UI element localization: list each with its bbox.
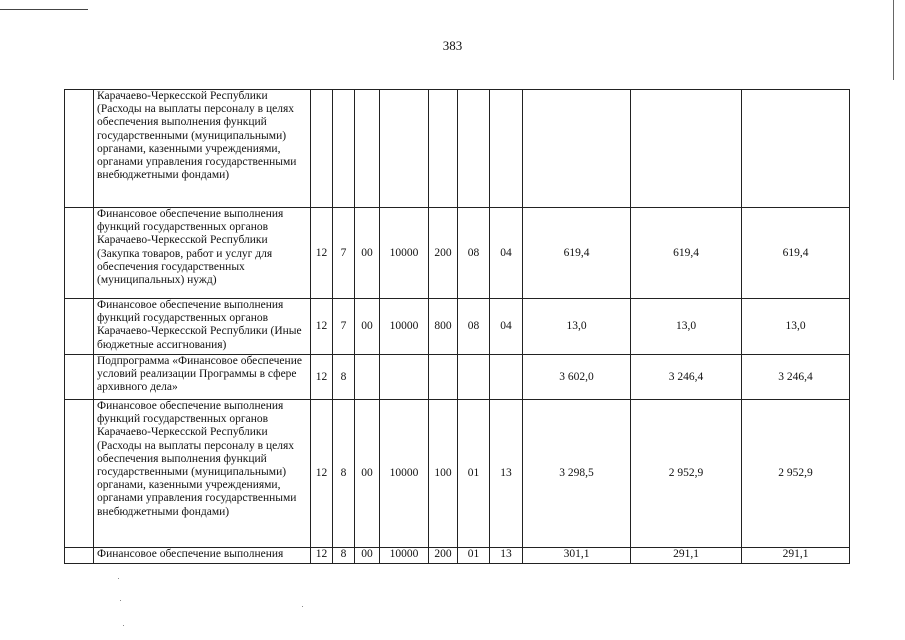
scan-speck bbox=[302, 606, 303, 607]
code-direction: 10000 bbox=[380, 548, 429, 564]
code-direction: 10000 bbox=[380, 299, 429, 355]
row-number-cell bbox=[65, 548, 94, 564]
code-subsection: 04 bbox=[490, 208, 523, 299]
amount-year-2: 2 952,9 bbox=[631, 400, 742, 548]
amount-year-3: 3 246,4 bbox=[742, 355, 850, 400]
row-description: Карачаево-Черкесской Республики (Расходы на выплаты персоналу в целях обеспечения выполнения функций государственными (муниципальными) органами, казенными учреждениями, органами управления государственными внебюджетными фондами) bbox=[94, 90, 311, 208]
amount-year-1: 3 298,5 bbox=[523, 400, 631, 548]
scan-speck bbox=[118, 578, 119, 579]
amount-year-3: 291,1 bbox=[742, 548, 850, 564]
code-expense-type: 100 bbox=[429, 400, 458, 548]
code-program: 7 bbox=[333, 208, 355, 299]
amount-year-2 bbox=[631, 90, 742, 208]
code-subprogram bbox=[355, 355, 380, 400]
code-ministry: 12 bbox=[311, 299, 333, 355]
amount-year-3 bbox=[742, 90, 850, 208]
row-description: Финансовое обеспечение выполнения функций государственных органов Карачаево-Черкесской Республики (Иные бюджетные ассигнования) bbox=[94, 299, 311, 355]
code-subsection bbox=[490, 90, 523, 208]
amount-year-2: 291,1 bbox=[631, 548, 742, 564]
scan-speck bbox=[123, 625, 124, 626]
code-subsection: 13 bbox=[490, 400, 523, 548]
amount-year-3: 2 952,9 bbox=[742, 400, 850, 548]
code-expense-type bbox=[429, 90, 458, 208]
amount-year-3: 13,0 bbox=[742, 299, 850, 355]
code-direction bbox=[380, 355, 429, 400]
code-direction: 10000 bbox=[380, 208, 429, 299]
amount-year-1 bbox=[523, 90, 631, 208]
row-number-cell bbox=[65, 355, 94, 400]
code-subprogram bbox=[355, 90, 380, 208]
code-expense-type: 200 bbox=[429, 548, 458, 564]
table-row bbox=[65, 90, 850, 208]
row-number-cell bbox=[65, 299, 94, 355]
code-program: 8 bbox=[333, 548, 355, 564]
code-subprogram: 00 bbox=[355, 208, 380, 299]
row-description: Финансовое обеспечение выполнения bbox=[94, 548, 311, 564]
code-subsection: 04 bbox=[490, 299, 523, 355]
amount-year-2: 13,0 bbox=[631, 299, 742, 355]
row-description: Финансовое обеспечение выполнения функций государственных органов Карачаево-Черкесской Республики (Расходы на выплаты персоналу в целях обеспечения выполнения функций государственными (муниципальными) органами, казенными учреждениями, органами управления государственными внебюджетными фондами) bbox=[94, 400, 311, 548]
amount-year-1: 301,1 bbox=[523, 548, 631, 564]
code-subprogram: 00 bbox=[355, 400, 380, 548]
code-program: 8 bbox=[333, 355, 355, 400]
code-direction bbox=[380, 90, 429, 208]
table-row bbox=[65, 299, 850, 355]
code-program: 8 bbox=[333, 400, 355, 548]
table-row bbox=[65, 208, 850, 299]
page-number: 383 bbox=[442, 38, 463, 53]
code-section: 08 bbox=[458, 299, 490, 355]
table-row bbox=[65, 355, 850, 400]
code-section bbox=[458, 355, 490, 400]
code-ministry: 12 bbox=[311, 400, 333, 548]
scan-edge-line bbox=[0, 9, 88, 10]
code-section: 01 bbox=[458, 548, 490, 564]
row-description: Финансовое обеспечение выполнения функций государственных органов Карачаево-Черкесской Республики (Закупка товаров, работ и услуг для обеспечения государственных (муниципальных) нужд) bbox=[94, 208, 311, 299]
code-ministry: 12 bbox=[311, 208, 333, 299]
scan-speck bbox=[120, 600, 121, 601]
code-ministry: 12 bbox=[311, 548, 333, 564]
amount-year-1: 619,4 bbox=[523, 208, 631, 299]
code-subprogram: 00 bbox=[355, 299, 380, 355]
code-subprogram: 00 bbox=[355, 548, 380, 564]
code-ministry bbox=[311, 90, 333, 208]
row-number-cell bbox=[65, 90, 94, 208]
row-number-cell bbox=[65, 400, 94, 548]
code-expense-type bbox=[429, 355, 458, 400]
code-expense-type: 200 bbox=[429, 208, 458, 299]
amount-year-2: 619,4 bbox=[631, 208, 742, 299]
amount-year-1: 3 602,0 bbox=[523, 355, 631, 400]
amount-year-3: 619,4 bbox=[742, 208, 850, 299]
code-section: 01 bbox=[458, 400, 490, 548]
row-number-cell bbox=[65, 208, 94, 299]
code-direction: 10000 bbox=[380, 400, 429, 548]
code-program bbox=[333, 90, 355, 208]
row-description: Подпрограмма «Финансовое обеспечение условий реализации Программы в сфере архивного дела» bbox=[94, 355, 311, 400]
budget-table bbox=[64, 89, 850, 564]
code-expense-type: 800 bbox=[429, 299, 458, 355]
code-section bbox=[458, 90, 490, 208]
code-subsection bbox=[490, 355, 523, 400]
table-row bbox=[65, 400, 850, 548]
code-ministry: 12 bbox=[311, 355, 333, 400]
code-section: 08 bbox=[458, 208, 490, 299]
amount-year-2: 3 246,4 bbox=[631, 355, 742, 400]
amount-year-1: 13,0 bbox=[523, 299, 631, 355]
code-program: 7 bbox=[333, 299, 355, 355]
code-subsection: 13 bbox=[490, 548, 523, 564]
table-row bbox=[65, 548, 850, 564]
